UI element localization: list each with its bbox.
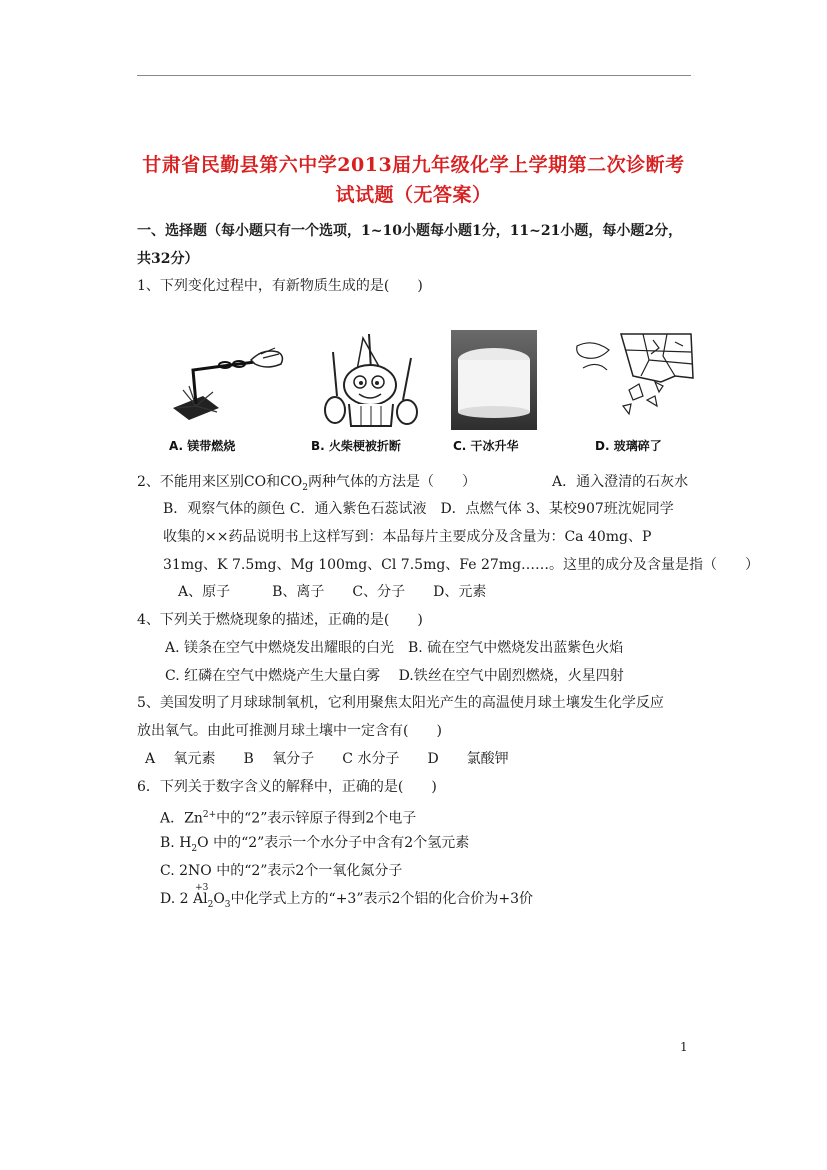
q6-stem: 6．下列关于数字含义的解释中，正确的是( ) (137, 779, 437, 795)
q6-a-post: 中的“2”表示锌原子得到2个电子 (216, 810, 417, 827)
dry-ice-figure (451, 330, 537, 430)
q6-option-d (160, 883, 534, 915)
q1-figures (163, 330, 708, 455)
q6-d-o: O (213, 891, 225, 907)
q4-options-ab: A. 镁条在空气中燃烧发出耀眼的白光 B. 硫在空气中燃烧发出蓝紫色火焰 (165, 640, 624, 656)
doc-title-line2: 试试题（无答案） (335, 184, 492, 206)
q6-a-pre: A．Zn (160, 810, 203, 827)
q6-d-mid: l (203, 891, 208, 907)
q4-options-cd: C. 红磷在空气中燃烧产生大量白雾 D.铁丝在空气中剧烈燃烧，火星四射 (165, 668, 624, 684)
q5-line1: 5、美国发明了月球球制氧机，它利用聚焦太阳光产生的高温使月球土壤发生化学反应 (137, 695, 664, 711)
section-heading: 一、选择题（每小题只有一个选项，1~10小题每小题1分，11~21小题，每小题2分， (137, 223, 683, 239)
q6-b-subscript: 2 (191, 843, 198, 854)
q5-options: A 氧元素 B 氧分子 C 水分子 D 氯酸钾 (145, 751, 509, 767)
q2-options-text: B．观察气体的颜色 C．通入紫色石蕊试液 D．点燃气体 (163, 501, 522, 517)
q1-caption-d: D. 玻璃碎了 (595, 439, 662, 453)
q2-options-bcd (163, 499, 674, 519)
q2-stem (137, 472, 476, 498)
header-rule (137, 75, 691, 76)
q1-caption-c: C. 干冰升华 (453, 439, 519, 453)
q1-caption-a: A. 镁带燃烧 (169, 439, 236, 453)
q6-d-pre: D. 2 A (160, 891, 204, 907)
q6-d-sub1: 2 (207, 899, 214, 910)
q6-a-superscript: 2+ (202, 810, 217, 820)
section-heading-cont: 共32分） (137, 251, 199, 267)
q5-line2: 放出氧气。由此可推测月球土壤中一定含有( ) (137, 723, 442, 739)
q3-line1: 收集的××药品说明书上这样写到：本品每片主要成分及含量为：Ca 40mg、P (163, 529, 652, 545)
q6-d-sub2: 3 (224, 899, 231, 910)
q3-options: A、原子 B、离子 C、分子 D、元素 (178, 584, 487, 600)
q4-stem: 4、下列关于燃烧现象的描述，正确的是( ) (137, 612, 423, 628)
q6-option-b (160, 833, 469, 859)
q2-stem-subscript: 2 (302, 482, 309, 493)
match-broken-figure (315, 330, 425, 435)
broken-glass-figure (563, 330, 708, 435)
q6-option-a (160, 805, 416, 829)
q6-b-pre: B. H (160, 835, 192, 851)
q2-stem-text-a: 2、不能用来区别CO和CO (137, 474, 303, 490)
q1-caption-b: B. 火柴梗被折断 (311, 439, 401, 453)
q6-d-post: 中化学式上方的“+3”表示2个铝的化合价为+3价 (230, 891, 534, 907)
q2-option-a: A．通入澄清的石灰水 (552, 474, 689, 490)
doc-title-line1: 甘肃省民勤县第六中学2013届九年级化学上学期第二次诊断考 (142, 154, 685, 176)
q2-stem-text-b: 两种气体的方法是（ ） (308, 474, 477, 490)
page-number: 1 (680, 1040, 688, 1054)
q1-stem: 1、下列变化过程中，有新物质生成的是( ) (137, 278, 423, 294)
q6-d-valence: +3 (195, 883, 209, 893)
q3-line2: 31mg、K 7.5mg、Mg 100mg、Cl 7.5mg、Fe 27mg……。这里的成分及含量是指（ ） (163, 557, 760, 573)
magnesium-burning-figure (163, 330, 293, 435)
q3-stem-start: 3、某校907班沈妮同学 (521, 501, 674, 517)
q6-b-post: O 中的“2”表示一个水分子中含有2个氢元素 (197, 835, 470, 851)
q6-option-c: C. 2NO 中的“2”表示2个一氧化氮分子 (160, 863, 403, 879)
